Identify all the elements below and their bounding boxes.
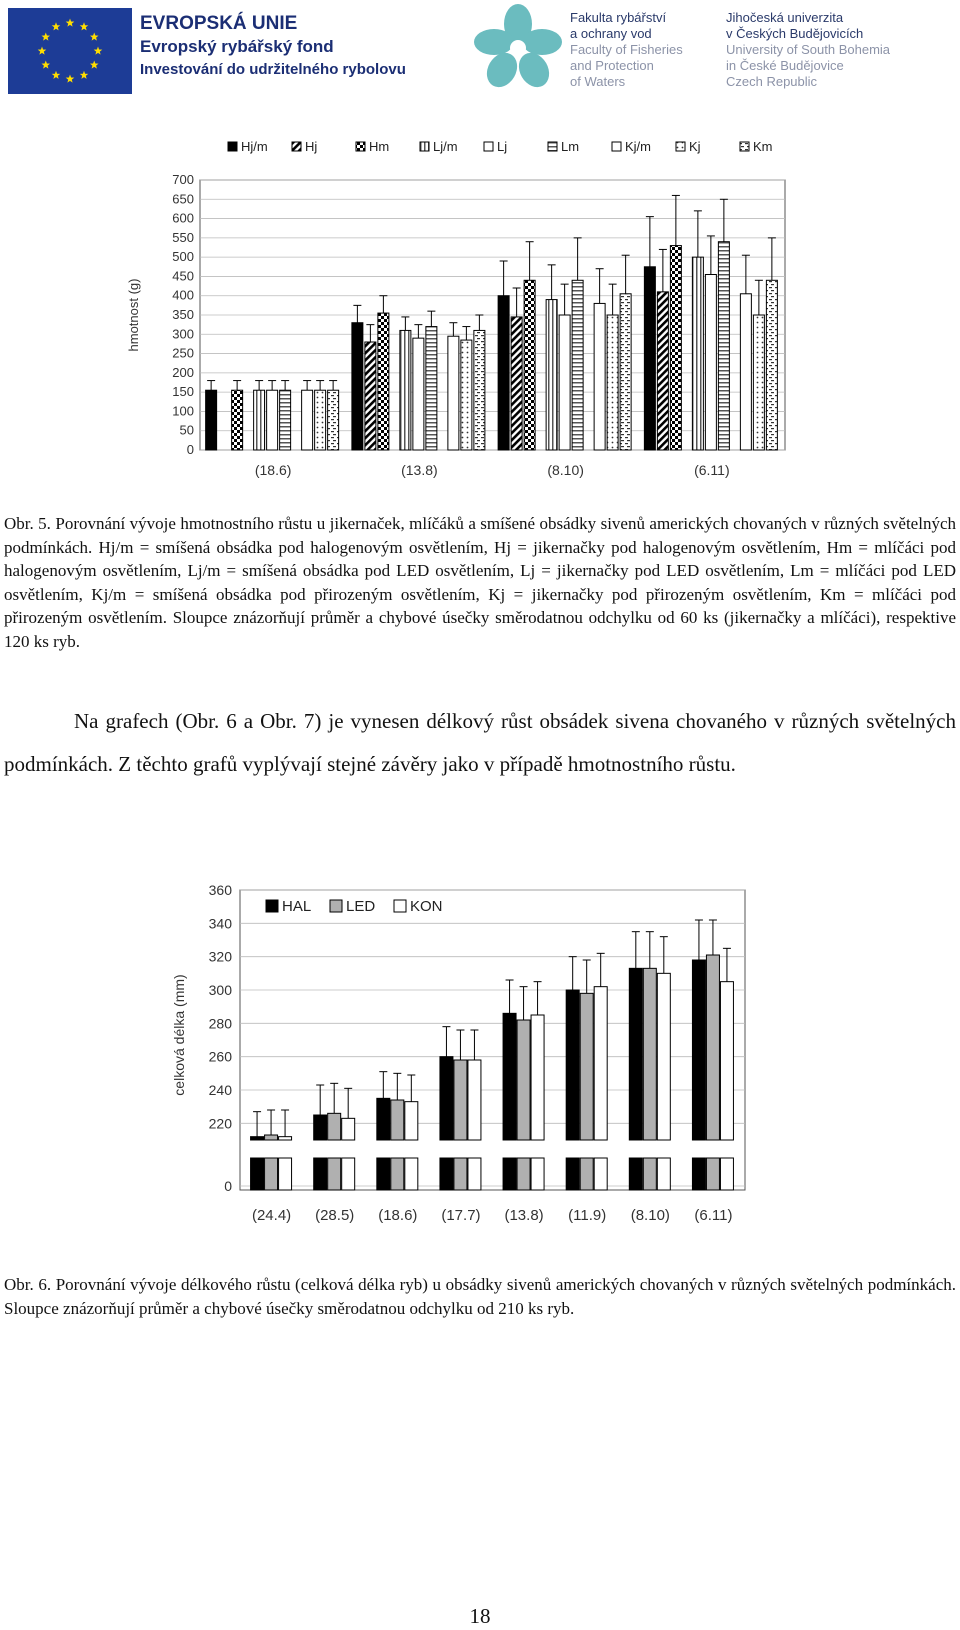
bar: [740, 294, 751, 450]
faculty-en-2: and Protection: [570, 58, 654, 73]
bar: [254, 390, 265, 450]
bar: [692, 257, 703, 450]
x-tick-label: (24.4): [251, 1207, 292, 1224]
y-tick-label: 650: [172, 191, 194, 207]
bar: [468, 1060, 481, 1140]
y-axis-label: celková délka (mm): [171, 974, 187, 1096]
bar: [572, 280, 583, 450]
bar: [328, 390, 339, 450]
legend-swatch: [356, 142, 365, 151]
bar-base: [265, 1158, 278, 1190]
legend-swatch: [266, 900, 278, 912]
bar: [328, 1113, 341, 1140]
length-growth-chart: [160, 880, 800, 1260]
y-tick-label: 280: [208, 1015, 232, 1032]
y-tick-label: 250: [172, 345, 194, 361]
legend-label: Lj: [497, 139, 508, 154]
bar: [629, 968, 642, 1140]
bar: [692, 960, 705, 1140]
legend-label: KON: [410, 898, 443, 915]
eu-flag-logo: [8, 8, 132, 94]
faculty-flower-logo: [470, 2, 566, 94]
legend-swatch: [330, 900, 342, 912]
bar: [594, 987, 607, 1140]
bar-base: [405, 1158, 418, 1190]
x-tick-label: (18.6): [254, 462, 292, 478]
bar: [503, 1013, 516, 1140]
bar: [511, 317, 522, 450]
bar: [400, 330, 411, 450]
body-paragraph-text: Na grafech (Obr. 6 a Obr. 7) je vynesen délkový růst obsádek sivena chovaného v různých světelných podmínkách. Z těchto grafů vyplývají stejné závěry jako v případě hmotnostního růstu.: [4, 709, 956, 776]
weight-growth-chart-svg: [120, 130, 820, 510]
bar-base: [720, 1158, 733, 1190]
faculty-text: [570, 10, 683, 90]
bar: [546, 300, 557, 450]
y-tick-label: 600: [172, 210, 194, 226]
bar: [265, 1135, 278, 1140]
bar: [753, 315, 764, 450]
y-tick-label: 0: [186, 442, 194, 457]
y-tick-label: 500: [172, 249, 194, 265]
figure-5-caption: Obr. 5. Porovnání vývoje hmotnostního růstu u jikernaček, mlíčáků a smíšené obsádky sivenů amerických chovaných v různých světelných podmínkách. Hj/m = smíšená obsádka pod halogenovým osvětlením, Hj = jikernačky pod halogenovým osvětlením, Hm = mlíčáci pod halogenovým osvětlením, Lj/m = smíšená obsádka pod LED osvětlením, Lj = jikernačky pod LED osvětlením, Lm = mlíčáci pod LED osvětlením, Kj/m = smíšená obsádka pod přirozeným osvětlením, Kj = jikernačky pod přirozeným osvětlením, Km = mlíčáci pod přirozeným osvětlením. Sloupce znázorňují průměr a chybové úsečky směrodatnou odchylku od 60 ks (jikernačky a mlíčáci), respektive 120 ks ryb.: [4, 514, 956, 651]
y-tick-label: 220: [208, 1115, 232, 1132]
bar: [766, 280, 777, 450]
y-tick-label: 550: [172, 229, 194, 245]
x-tick-label: (13.8): [401, 462, 438, 478]
page-header: [0, 0, 960, 110]
legend-label: Lm: [561, 139, 580, 154]
uni-en-2: in České Budějovice: [726, 58, 844, 73]
y-tick-label: 240: [208, 1082, 232, 1098]
bar-base: [503, 1158, 516, 1190]
x-tick-label: (6.11): [694, 1207, 733, 1224]
legend-label: Lj/m: [433, 139, 458, 154]
y-tick-label: 450: [172, 268, 194, 284]
bar: [644, 267, 655, 450]
bar: [559, 315, 570, 450]
legend-label: HAL: [282, 898, 312, 915]
bar: [454, 1060, 467, 1140]
bar-base: [314, 1158, 327, 1190]
bar-base: [531, 1158, 544, 1190]
legend-swatch: [612, 142, 621, 151]
bar: [280, 390, 291, 450]
x-tick-label: (6.11): [694, 462, 730, 478]
eu-fund: Evropský rybářský fond: [140, 37, 334, 56]
bar: [705, 275, 716, 451]
bar: [426, 327, 437, 450]
legend-label: Hj/m: [241, 139, 268, 154]
legend-label: Kj: [689, 139, 701, 154]
faculty-cz-2: a ochrany vod: [570, 26, 652, 41]
bar: [365, 342, 376, 450]
bar: [314, 1115, 327, 1140]
flower-icon: [470, 2, 566, 94]
y-tick-label: 100: [172, 403, 194, 419]
bar: [378, 313, 389, 450]
y-tick-label: 0: [224, 1178, 232, 1194]
legend-swatch: [740, 142, 749, 151]
legend-label: Km: [753, 139, 773, 154]
eu-text-block: [140, 12, 406, 81]
bar-base: [580, 1158, 593, 1190]
bar: [657, 292, 668, 450]
y-tick-label: 350: [172, 307, 194, 322]
bar: [251, 1137, 264, 1140]
y-axis-label: hmotnost (g): [126, 278, 141, 352]
legend-label: Kj/m: [625, 139, 651, 154]
bar: [232, 390, 243, 450]
bar-base: [440, 1158, 453, 1190]
bar: [517, 1020, 530, 1140]
bar-base: [657, 1158, 670, 1190]
legend-swatch: [484, 142, 493, 151]
x-tick-label: (11.9): [568, 1207, 607, 1224]
y-tick-label: 700: [172, 172, 194, 187]
bar: [524, 280, 535, 450]
bar: [474, 330, 485, 450]
bar-base: [468, 1158, 481, 1190]
page-number: 18: [469, 1604, 491, 1628]
weight-growth-chart: [120, 130, 820, 510]
faculty-en-1: Faculty of Fisheries: [570, 42, 683, 57]
bar-base: [692, 1158, 705, 1190]
x-tick-label: (8.10): [547, 462, 584, 478]
y-tick-label: 200: [172, 364, 194, 380]
legend-swatch: [292, 142, 301, 151]
bar: [413, 338, 424, 450]
bar: [706, 955, 719, 1140]
bar: [461, 340, 472, 450]
bar: [620, 294, 631, 450]
y-tick-label: 300: [172, 326, 194, 342]
eu-stars-icon: [8, 8, 132, 94]
bar: [279, 1137, 292, 1140]
y-tick-label: 340: [208, 915, 232, 932]
x-tick-label: (17.7): [441, 1207, 481, 1224]
x-tick-label: (18.6): [378, 1207, 418, 1224]
bar: [720, 982, 733, 1140]
bar-base: [454, 1158, 467, 1190]
length-growth-chart-svg: [160, 880, 800, 1260]
bar: [440, 1057, 453, 1140]
legend-swatch: [548, 142, 557, 151]
bar-base: [342, 1158, 355, 1190]
bar-base: [706, 1158, 719, 1190]
legend-label: LED: [346, 898, 376, 915]
faculty-en-3: of Waters: [570, 74, 626, 89]
legend-label: Hm: [369, 139, 390, 154]
uni-cz-1: Jihočeská univerzita: [726, 10, 844, 25]
legend-swatch: [228, 142, 237, 151]
axis-break: [241, 1142, 744, 1158]
bar-base: [629, 1158, 642, 1190]
bar-base: [279, 1158, 292, 1190]
bar: [302, 390, 313, 450]
bar: [607, 315, 618, 450]
legend-swatch: [394, 900, 406, 912]
bar-base: [643, 1158, 656, 1190]
eu-title: EVROPSKÁ UNIE: [140, 13, 298, 34]
bar-base: [566, 1158, 579, 1190]
university-text: [726, 10, 890, 90]
bar: [566, 990, 579, 1140]
bar: [315, 390, 326, 450]
y-tick-label: 300: [208, 982, 232, 998]
uni-cz-2: v Českých Budějovicích: [726, 26, 864, 41]
bar: [718, 242, 729, 450]
faculty-cz-1: Fakulta rybářství: [570, 10, 667, 25]
bar: [498, 296, 509, 450]
bar-base: [251, 1158, 264, 1190]
bar-base: [377, 1158, 390, 1190]
bar: [206, 390, 217, 450]
bar: [670, 246, 681, 450]
bar: [391, 1100, 404, 1140]
x-tick-label: (8.10): [630, 1207, 670, 1224]
bar: [342, 1118, 355, 1140]
bar: [531, 1015, 544, 1140]
y-tick-label: 400: [172, 287, 194, 303]
bar: [352, 323, 363, 450]
legend-label: Hj: [305, 139, 318, 154]
bar-base: [594, 1158, 607, 1190]
y-tick-label: 360: [208, 882, 232, 898]
bar: [580, 993, 593, 1140]
bar: [377, 1098, 390, 1140]
legend-swatch: [676, 142, 685, 151]
uni-en-3: Czech Republic: [726, 74, 818, 89]
bar: [448, 336, 459, 450]
bar: [405, 1102, 418, 1140]
figure-6-caption: Obr. 6. Porovnání vývoje délkového růstu (celková délka ryb) u obsádky sivenů amerických chovaných v různých světelných podmínkách. Sloupce znázorňují průměr a chybové úsečky směrodatnou odchylku od 210 ks ryb.: [4, 1275, 956, 1318]
x-tick-label: (13.8): [504, 1207, 544, 1224]
y-tick-label: 320: [208, 948, 232, 965]
bar-base: [328, 1158, 341, 1190]
y-tick-label: 150: [172, 384, 194, 400]
body-paragraph: [4, 700, 956, 786]
eu-slogan: Investování do udržitelného rybolovu: [140, 61, 406, 78]
bar: [643, 968, 656, 1140]
bar: [657, 973, 670, 1140]
legend-swatch: [420, 142, 429, 151]
uni-en-1: University of South Bohemia: [726, 42, 891, 57]
bar-base: [517, 1158, 530, 1190]
bar-base: [391, 1158, 404, 1190]
bar: [267, 390, 278, 450]
x-tick-label: (28.5): [315, 1207, 355, 1224]
y-tick-label: 50: [179, 422, 194, 438]
y-tick-label: 260: [208, 1048, 232, 1065]
bar: [594, 303, 605, 450]
